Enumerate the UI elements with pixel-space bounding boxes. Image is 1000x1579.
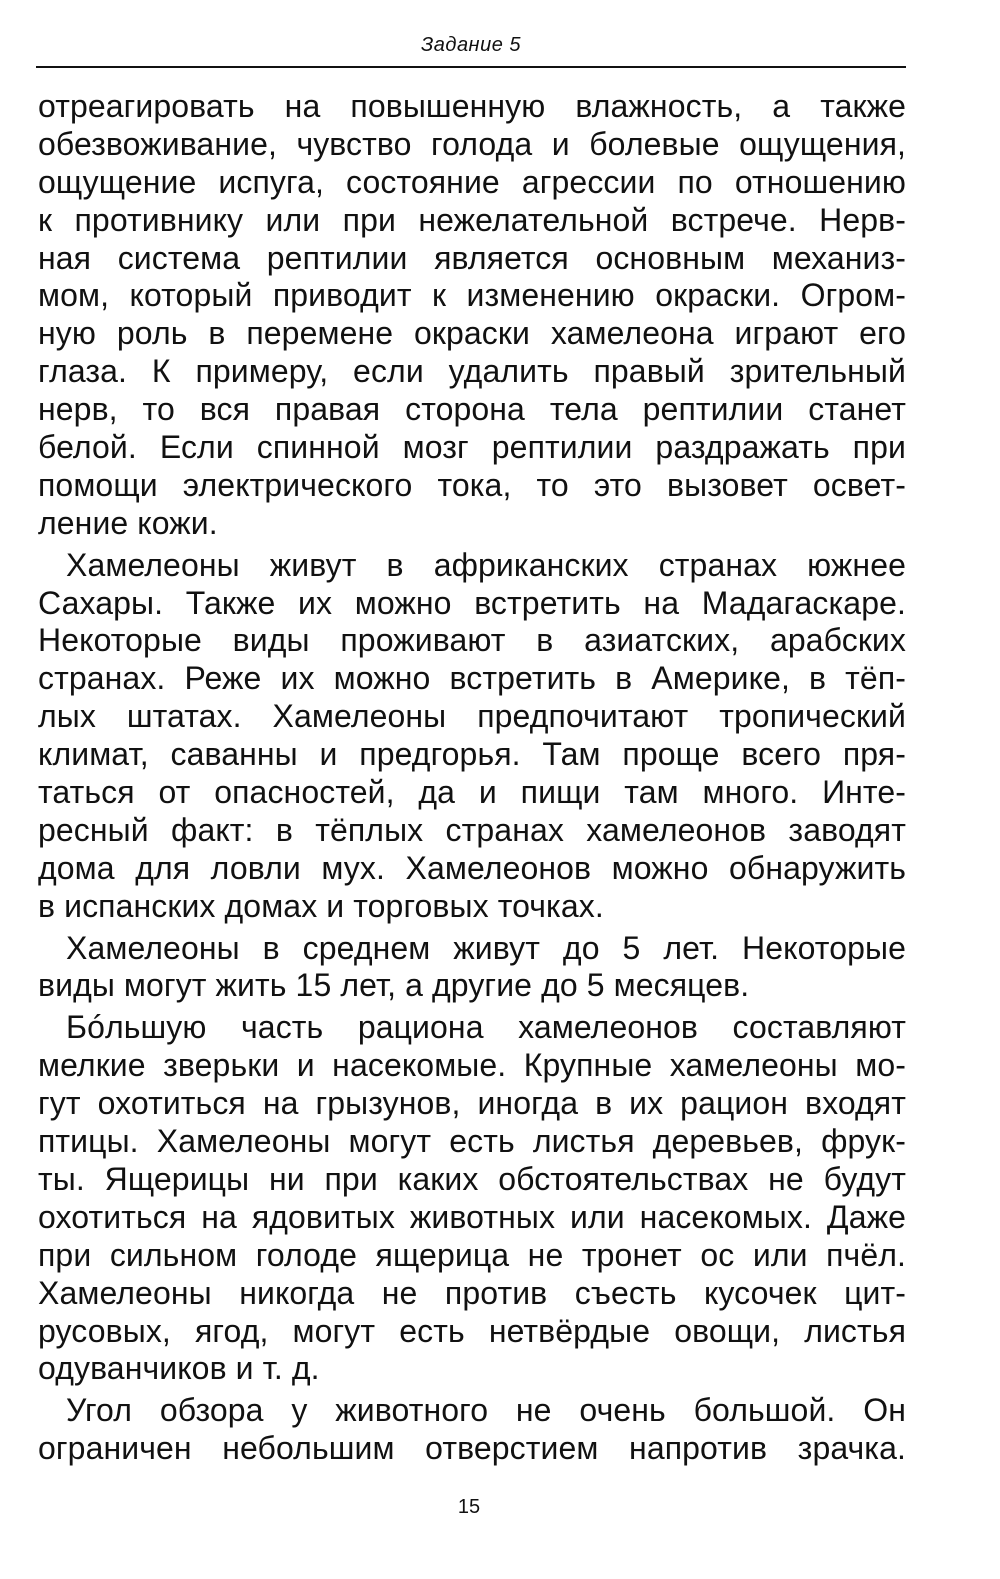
body-text xyxy=(38,88,906,1468)
text-line: ощущение испуга, состояние агрессии по отношению xyxy=(38,163,906,200)
text-line: ограничен небольшим отверстием напротив зрачка. xyxy=(38,1430,906,1467)
text-line: таться от опасностей, да и пищи там много. Инте- xyxy=(38,774,906,811)
text-line: ресный факт: в тёплых странах хамелеонов заводят xyxy=(38,811,906,848)
text-line: климат, саванны и предгорья. Там проще всего пря- xyxy=(38,736,906,773)
text-line: Бóльшую часть рациона хамелеонов составляют xyxy=(66,1009,906,1046)
text-line: ление кожи. xyxy=(38,504,218,541)
paragraph xyxy=(38,1392,906,1468)
paragraph xyxy=(38,1009,906,1388)
text-line: Хамелеоны живут в африканских странах южнее xyxy=(66,546,906,583)
page-number: 15 xyxy=(457,1496,481,1518)
paragraph xyxy=(38,88,906,543)
text-line: обезвоживание, чувство голода и болевые ощущения, xyxy=(38,125,906,162)
paragraph xyxy=(38,547,906,926)
text-line: Некоторые виды проживают в азиатских, арабских xyxy=(38,622,906,659)
text-line: Сахары. Также их можно встретить на Мадагаскаре. xyxy=(38,584,906,621)
text-line: отреагировать на повышенную влажность, а также xyxy=(38,88,906,124)
text-line: глаза. К примеру, если удалить правый зрительный xyxy=(38,353,906,390)
text-line: к противнику или при нежелательной встрече. Нерв- xyxy=(38,201,906,238)
text-line: гут охотиться на грызунов, иногда в их рацион входят xyxy=(38,1085,906,1122)
text-line: одуванчиков и т. д. xyxy=(38,1350,320,1387)
text-line: в испанских домах и торговых точках. xyxy=(38,887,604,924)
paragraph xyxy=(38,930,906,1006)
text-line: помощи электрического тока, то это вызовет освет- xyxy=(38,466,906,503)
text-line: странах. Реже их можно встретить в Америке, в тёп- xyxy=(38,660,906,697)
text-line: ты. Ящерицы ни при каких обстоятельствах не будут xyxy=(38,1160,906,1197)
text-line: Хамелеоны никогда не против съесть кусочек цит- xyxy=(38,1274,906,1311)
text-line: охотиться на ядовитых животных или насекомых. Даже xyxy=(38,1198,906,1235)
text-line: виды могут жить 15 лет, а другие до 5 месяцев. xyxy=(38,967,750,1004)
text-line: белой. Если спинной мозг рептилии раздражать при xyxy=(38,429,906,466)
text-line: дома для ловли мух. Хамелеонов можно обнаружить xyxy=(38,849,906,886)
text-line: ную роль в перемене окраски хамелеона играют его xyxy=(38,315,906,352)
text-line: при сильном голоде ящерица не тронет ос или пчёл. xyxy=(38,1236,906,1273)
text-line: мом, который приводит к изменению окраски. Огром- xyxy=(38,277,906,314)
text-line: ная система рептилии является основным механиз- xyxy=(38,239,906,276)
text-line: русовых, ягод, могут есть нетвёрдые овощи, листья xyxy=(38,1312,906,1349)
text-line: лых штатах. Хамелеоны предпочитают тропический xyxy=(38,698,906,735)
text-line: нерв, то вся правая сторона тела рептилии станет xyxy=(38,391,906,428)
text-line: мелкие зверьки и насекомые. Крупные хамелеоны мо- xyxy=(38,1047,906,1084)
text-line: птицы. Хамелеоны могут есть листья деревьев, фрук- xyxy=(38,1123,906,1160)
section-title: Задание 5 xyxy=(420,34,521,56)
page-header xyxy=(36,30,906,68)
text-line: Угол обзора у животного не очень большой. Он xyxy=(66,1392,906,1429)
text-line: Хамелеоны в среднем живут до 5 лет. Некоторые xyxy=(66,929,906,966)
